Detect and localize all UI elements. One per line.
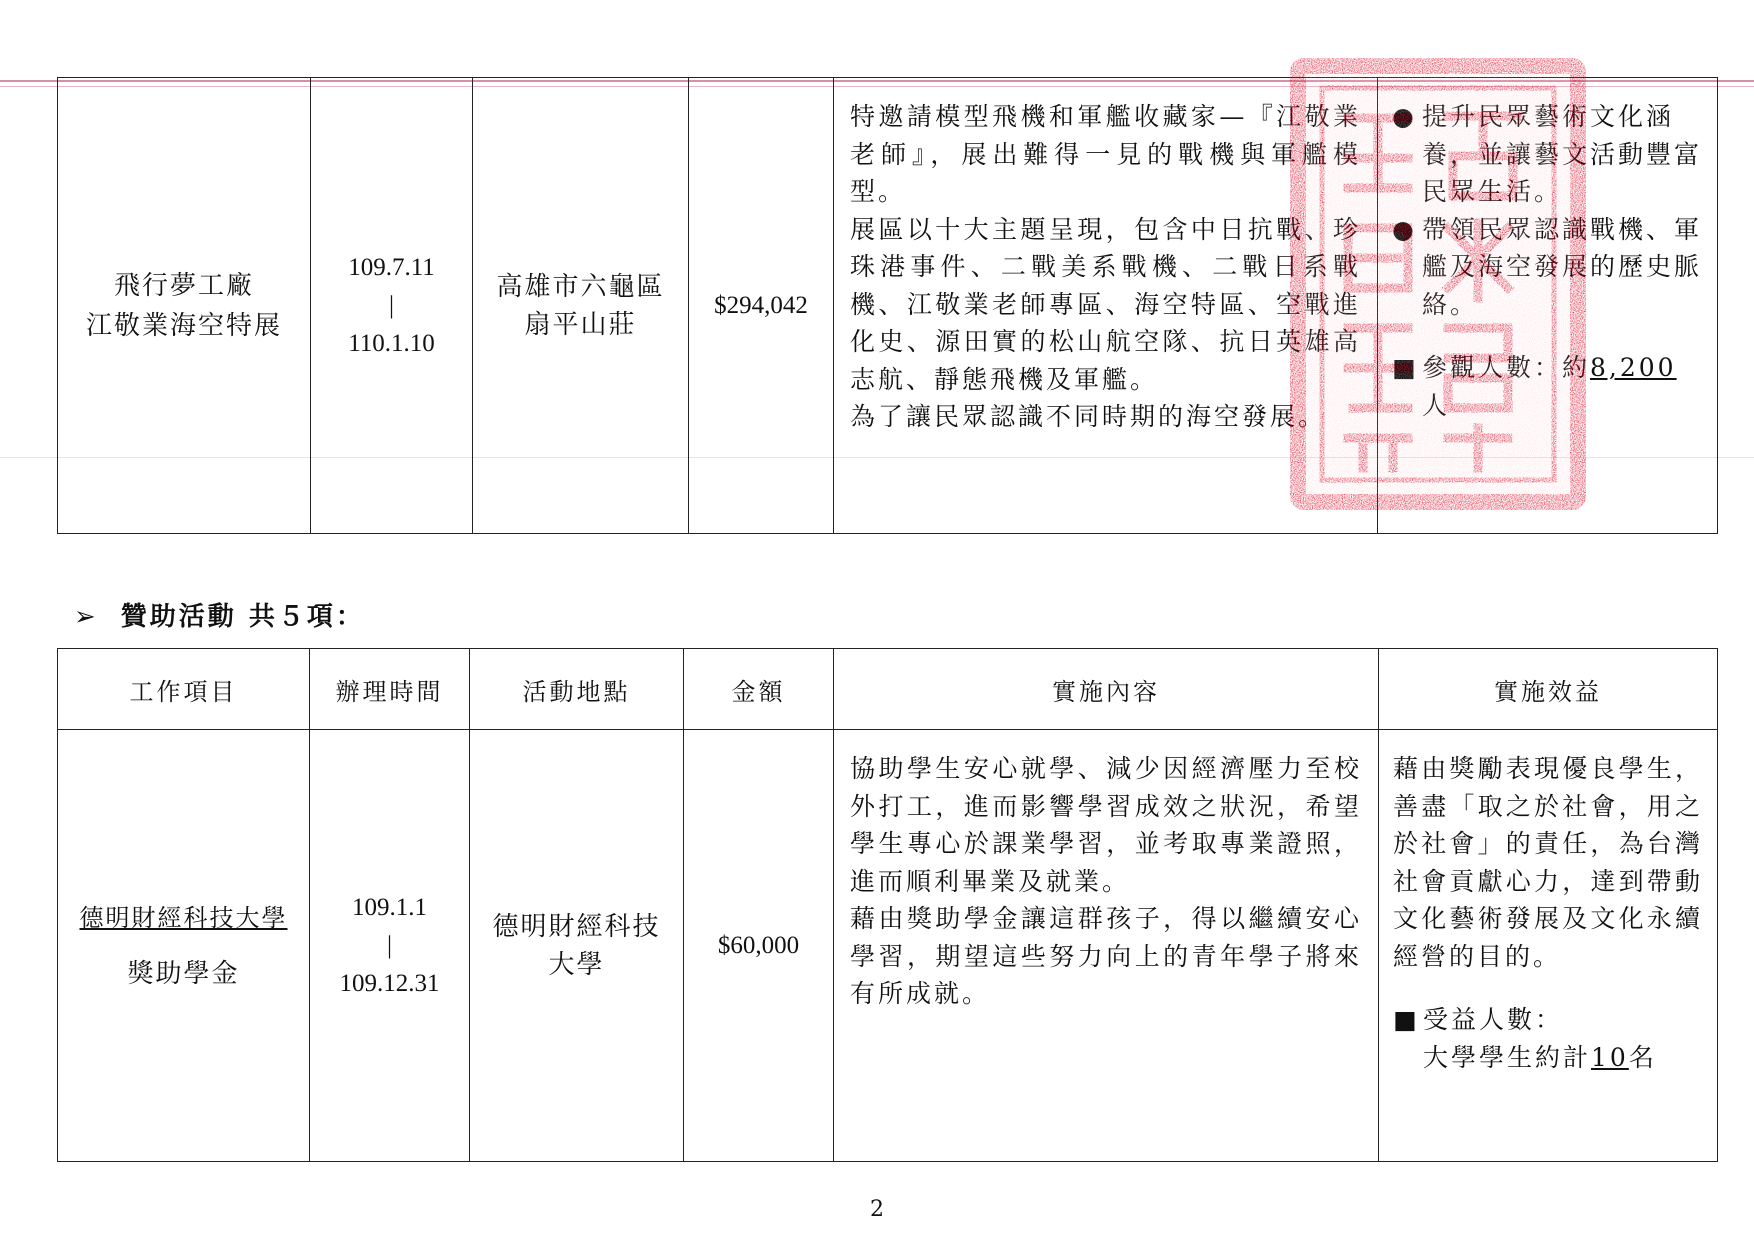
content-paragraph: 展區以十大主題呈現，包含中日抗戰、珍珠港事件、二戰美系戰機、二戰日系戰機、江敬業老師專區、海空特區、空戰進化史、源田實的松山航空隊、抗日英雄高志航、靜態飛機及軍艦。 xyxy=(850,214,1361,394)
header-content: 實施內容 xyxy=(834,649,1379,730)
arrow-bullet-icon: ➢ xyxy=(74,602,99,632)
content-paragraph: 協助學生安心就學、減少因經濟壓力至校外打工，進而影響學習成效之狀況，希望學生專心於課業學習，並考取專業證照，進而順利畢業及就業。 xyxy=(850,754,1362,896)
location-line1: 德明財經科技 xyxy=(492,911,661,942)
work-item-cell xyxy=(58,78,311,534)
section-heading xyxy=(74,596,365,633)
content-paragraph: 特邀請模型飛機和軍艦收藏家—『江敬業老師』，展出難得一見的戰機與軍艦模型。 xyxy=(850,102,1361,206)
beneficiary-count: 10 xyxy=(1591,1042,1629,1072)
visitors-count: 8,200 xyxy=(1590,353,1677,382)
date-end: 110.1.10 xyxy=(348,329,435,357)
bullet-icon: ● xyxy=(1392,102,1417,131)
content-cell xyxy=(834,730,1379,1162)
bullet-icon: ● xyxy=(1392,214,1417,244)
benefit-text: 藉由獎勵表現優良學生，善盡「取之於社會，用之於社會」的責任，為台灣社會貢獻心力，達到帶動文化藝術發展及文化永續經營的目的。 xyxy=(1393,754,1703,971)
benefit-text: 提升民眾藝術文化涵養，並讓藝文活動豐富民眾生活。 xyxy=(1422,102,1703,206)
content-paragraph: 藉由獎助學金讓這群孩子，得以繼續安心學習，期望這些努力向上的青年學子將來有所成就。 xyxy=(850,904,1362,1008)
amount-cell: $294,042 xyxy=(689,78,834,534)
location-cell xyxy=(470,730,684,1162)
work-item-line2: 江敬業海空特展 xyxy=(85,310,282,341)
date-start: 109.7.11 xyxy=(348,253,435,281)
date-end: 109.12.31 xyxy=(339,969,440,997)
date-separator: | xyxy=(386,931,392,959)
table-row xyxy=(58,730,1718,1162)
square-bullet-icon: ■ xyxy=(1392,353,1419,382)
beneficiary-label: 受益人數： xyxy=(1423,1005,1564,1034)
sponsorship-table xyxy=(57,648,1718,1162)
header-location: 活動地點 xyxy=(470,649,684,730)
content-cell xyxy=(834,78,1378,534)
location-line2: 扇平山莊 xyxy=(524,309,637,340)
work-item-cell xyxy=(58,730,310,1162)
section-title: 贊助活動 共５項： xyxy=(120,602,365,632)
page-number: 2 xyxy=(870,1197,884,1222)
benefit-cell xyxy=(1378,78,1718,534)
work-item-line1: 德明財經科技大學 xyxy=(79,903,288,932)
exhibition-table xyxy=(57,77,1718,534)
location-cell xyxy=(473,78,689,534)
date-start: 109.1.1 xyxy=(352,893,427,921)
beneficiary-count-line xyxy=(1393,1001,1703,1039)
work-item-line1: 飛行夢工廠 xyxy=(113,270,254,301)
location-line1: 高雄市六龜區 xyxy=(496,271,665,302)
date-cell xyxy=(310,730,470,1162)
amount-cell: $60,000 xyxy=(684,730,834,1162)
location-line2: 大學 xyxy=(548,949,605,980)
header-benefit: 實施效益 xyxy=(1379,649,1718,730)
header-date: 辦理時間 xyxy=(310,649,470,730)
benefit-text: 帶領民眾認識戰機、軍艦及海空發展的歷史脈絡。 xyxy=(1422,214,1703,319)
beneficiary-prefix: 大學學生約計 xyxy=(1423,1042,1592,1072)
date-cell xyxy=(311,78,473,534)
table-row xyxy=(58,78,1718,534)
table-header-row xyxy=(58,649,1718,730)
content-paragraph: 為了讓民眾認識不同時期的海空發展。 xyxy=(850,402,1327,431)
beneficiary-unit: 名 xyxy=(1628,1042,1657,1072)
benefit-item xyxy=(1392,211,1703,324)
date-separator: | xyxy=(388,291,394,319)
work-item-line2: 獎助學金 xyxy=(127,958,240,989)
header-amount: 金額 xyxy=(684,649,834,730)
square-bullet-icon: ■ xyxy=(1393,1005,1420,1034)
visitors-unit: 人 xyxy=(1422,390,1451,420)
benefit-item xyxy=(1392,98,1703,211)
beneficiary-detail xyxy=(1393,1039,1703,1077)
benefit-cell xyxy=(1379,730,1718,1162)
visitors-count-line xyxy=(1392,349,1703,424)
header-work-item: 工作項目 xyxy=(58,649,310,730)
visitors-label: 參觀人數：約 xyxy=(1422,353,1591,382)
